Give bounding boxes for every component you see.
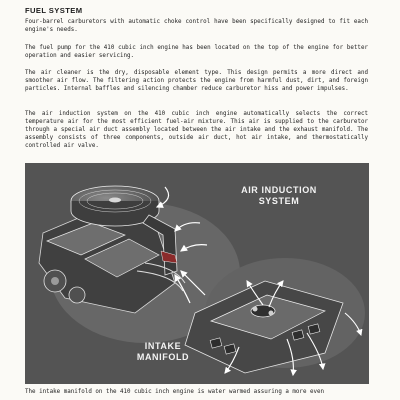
paragraph-air-cleaner: The air cleaner is the dry, disposable element type. This design permits a more direct and smoother air flow. The filtering action protects the engine from harmful dust, dirt, and foreign particles. Internal baffles and silencing chamber reduce carburetor hiss and power impulses.: [25, 70, 368, 93]
intake-manifold-label: [123, 341, 203, 363]
air-induction-label: [219, 185, 339, 207]
engine-illustration: [25, 163, 369, 384]
air-induction-label-line2: SYSTEM: [258, 196, 300, 206]
paragraph-carburetors: Four-barrel carburetors with automatic choke control have been specifically designed to fit each engine's needs.: [25, 19, 368, 34]
intake-manifold-label-line1: INTAKE: [144, 341, 182, 351]
air-induction-label-line1: AIR INDUCTION: [241, 185, 317, 195]
intake-manifold-label-line2: MANIFOLD: [136, 352, 190, 362]
section-heading: FUEL SYSTEM: [25, 6, 83, 15]
paragraph-air-induction: The air induction system on the 410 cubic inch engine automatically selects the correct temperature air for the most efficient fuel-air mixture. This air is supplied to the carburetor through a special air duct assembly located between the air intake and the exhaust manifold. The assembly consists of three components, outside air duct, hot air intake, and thermostatically controlled air valve.: [25, 111, 368, 150]
paragraph-intake-manifold: The intake manifold on the 410 cubic inch engine is water warmed assuring a more even: [25, 389, 325, 395]
paragraph-fuel-pump: The fuel pump for the 410 cubic inch engine has been located on the top of the engine for better operation and easier servicing.: [25, 45, 368, 60]
